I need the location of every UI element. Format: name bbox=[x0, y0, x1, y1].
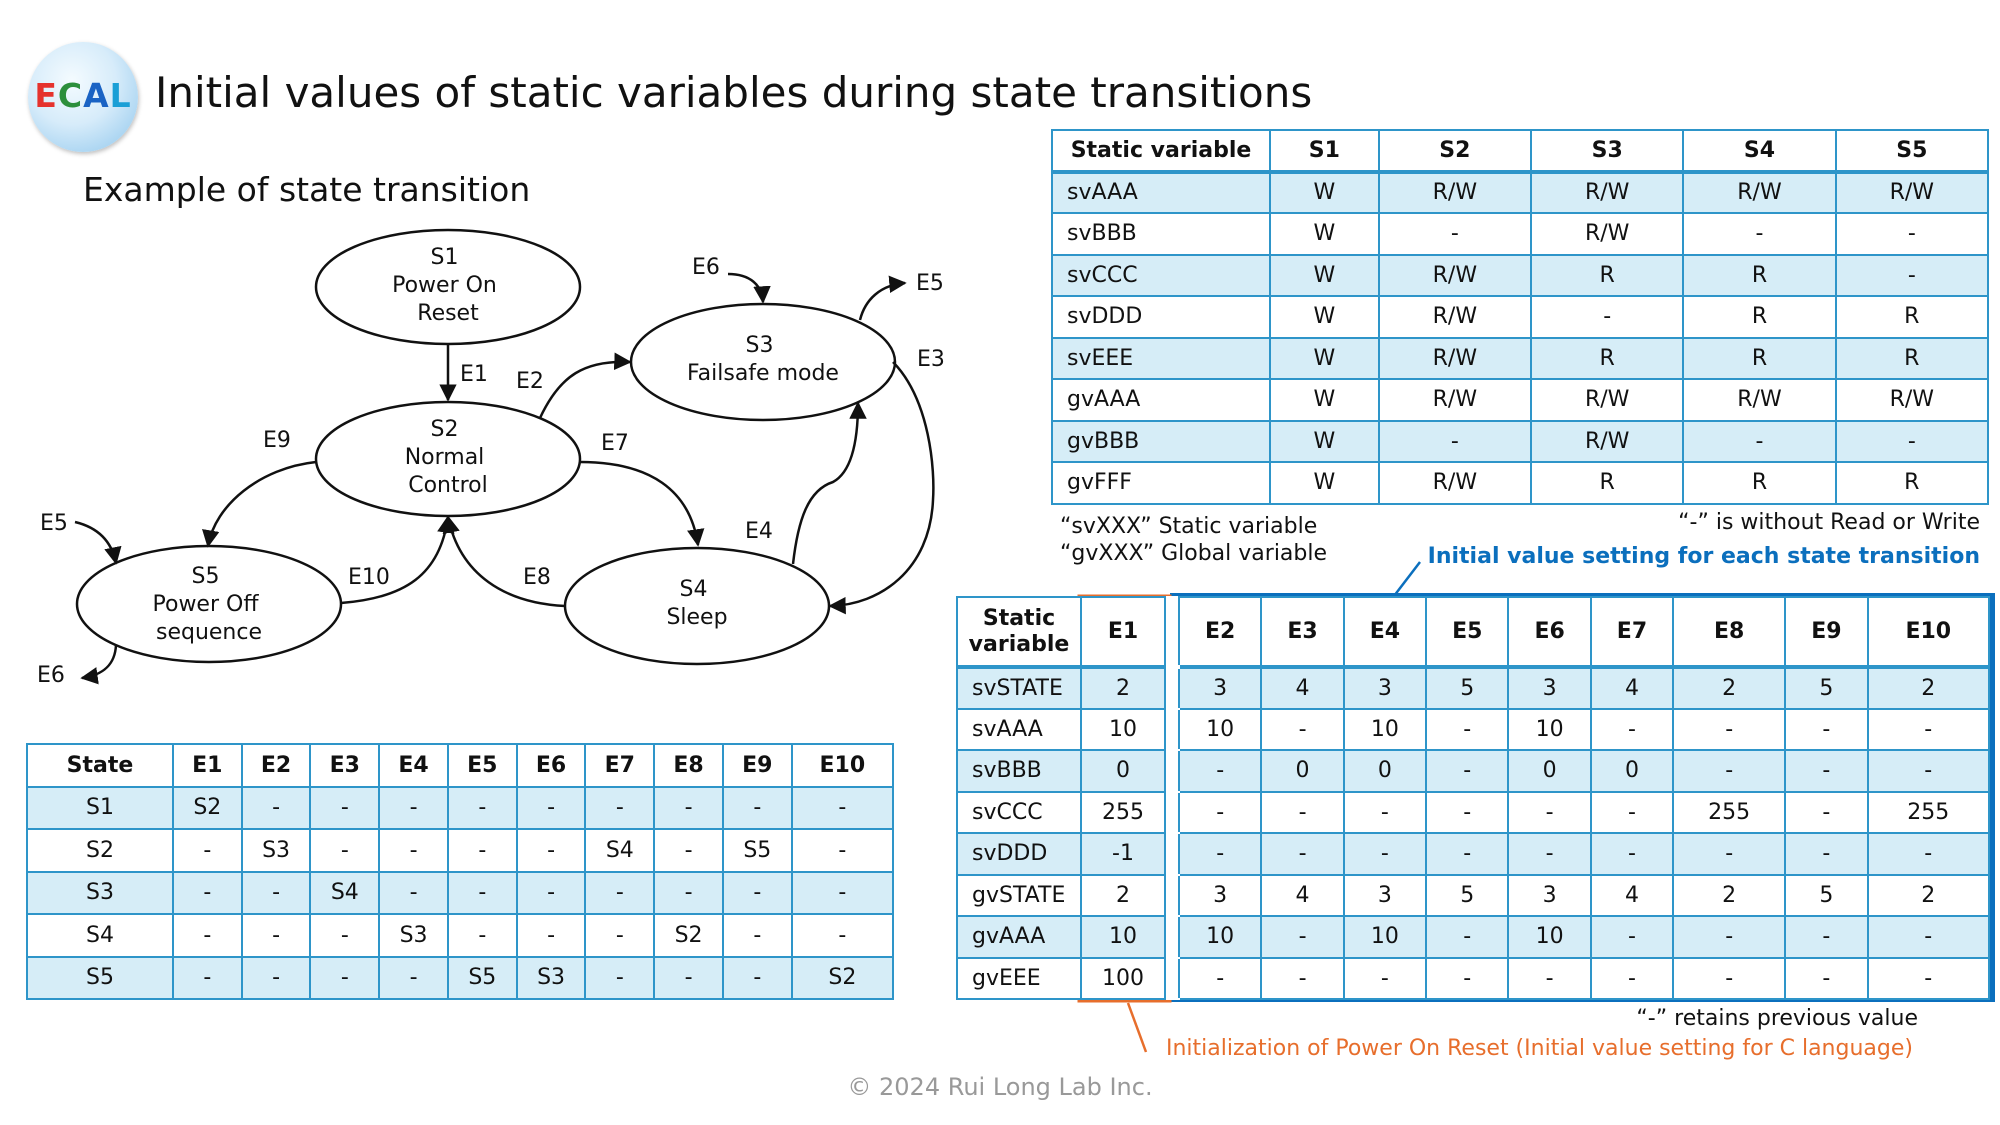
row-label-cell: S3 bbox=[27, 872, 173, 915]
table-cell: R bbox=[1683, 255, 1835, 297]
table-cell: R bbox=[1531, 255, 1683, 297]
table-cell: 2 bbox=[1081, 875, 1165, 917]
table-cell: W bbox=[1270, 296, 1379, 338]
table-cell: 4 bbox=[1261, 875, 1343, 917]
table-cell: 0 bbox=[1344, 750, 1426, 792]
column-header: E4 bbox=[379, 744, 448, 787]
init-header-connector bbox=[1394, 562, 1420, 596]
event-label-e4: E4 bbox=[745, 519, 773, 544]
table-cell: - bbox=[1868, 750, 1989, 792]
table-row bbox=[957, 750, 1989, 792]
transition-e6-out bbox=[82, 645, 116, 678]
table-row bbox=[1052, 172, 1988, 214]
table-cell: - bbox=[173, 914, 242, 957]
table-cell: - bbox=[1426, 958, 1508, 1000]
table-cell: 2 bbox=[1868, 875, 1989, 917]
gap-column bbox=[1165, 597, 1179, 667]
table-row bbox=[957, 833, 1989, 875]
table-row bbox=[957, 875, 1989, 917]
table-header-row bbox=[957, 597, 1989, 667]
table-cell: - bbox=[1426, 709, 1508, 751]
table-cell: R/W bbox=[1683, 379, 1835, 421]
table-cell: - bbox=[1673, 833, 1785, 875]
table-cell: - bbox=[654, 957, 723, 1000]
column-header: E1 bbox=[173, 744, 242, 787]
table-cell: - bbox=[379, 787, 448, 830]
table-header-row bbox=[27, 744, 893, 787]
table-cell: - bbox=[310, 829, 379, 872]
column-header: E3 bbox=[310, 744, 379, 787]
table-cell: - bbox=[310, 957, 379, 1000]
gap-cell bbox=[1165, 792, 1179, 834]
table-cell: - bbox=[654, 872, 723, 915]
table-cell: S2 bbox=[792, 957, 893, 1000]
table-row bbox=[957, 958, 1989, 1000]
table-cell: W bbox=[1270, 213, 1379, 255]
table-cell: 2 bbox=[1868, 667, 1989, 709]
row-label-cell: gvAAA bbox=[1052, 379, 1270, 421]
table-cell: 3 bbox=[1344, 875, 1426, 917]
event-label-e6-left: E6 bbox=[37, 663, 65, 688]
gap-cell bbox=[1165, 958, 1179, 1000]
transition-e8 bbox=[448, 517, 565, 606]
table-row bbox=[1052, 462, 1988, 504]
table-cell: - bbox=[723, 914, 792, 957]
table-cell: R/W bbox=[1379, 462, 1531, 504]
table-header-row bbox=[1052, 130, 1988, 172]
table-row bbox=[27, 787, 893, 830]
row-label-cell: svDDD bbox=[1052, 296, 1270, 338]
diagram-subtitle: Example of state transition bbox=[83, 170, 531, 209]
table-cell: - bbox=[1261, 916, 1343, 958]
table-cell: 10 bbox=[1179, 709, 1261, 751]
table-cell: - bbox=[310, 914, 379, 957]
table-cell: S4 bbox=[585, 829, 654, 872]
table-row bbox=[957, 792, 1989, 834]
table-cell: 2 bbox=[1081, 667, 1165, 709]
table-cell: - bbox=[1261, 709, 1343, 751]
table-cell: - bbox=[1868, 916, 1989, 958]
transition-e9 bbox=[208, 462, 316, 546]
table-cell: - bbox=[1673, 916, 1785, 958]
state-s1-label: S1 Power On Reset bbox=[392, 245, 497, 326]
column-header: E6 bbox=[517, 744, 586, 787]
table-cell: S2 bbox=[654, 914, 723, 957]
table-cell: - bbox=[1868, 833, 1989, 875]
table-cell: - bbox=[1508, 958, 1590, 1000]
table-cell: R/W bbox=[1531, 172, 1683, 214]
table-cell: - bbox=[1673, 750, 1785, 792]
table-cell: W bbox=[1270, 421, 1379, 463]
transition-e4 bbox=[793, 403, 858, 564]
state-s2-label: S2 Normal Control bbox=[404, 417, 488, 498]
table-cell: - bbox=[585, 957, 654, 1000]
table-cell: 10 bbox=[1344, 709, 1426, 751]
table-cell: R/W bbox=[1379, 172, 1531, 214]
event-label-e5-top: E5 bbox=[916, 271, 944, 296]
table-cell: - bbox=[1508, 833, 1590, 875]
column-header: Static variable bbox=[1052, 130, 1270, 172]
table-row bbox=[1052, 213, 1988, 255]
table-cell: - bbox=[1426, 833, 1508, 875]
state-s3-label: S3 Failsafe mode bbox=[687, 333, 839, 386]
page-title: Initial values of static variables during state transitions bbox=[155, 68, 1313, 117]
table-cell: S4 bbox=[310, 872, 379, 915]
logo-letter: E bbox=[34, 76, 58, 115]
table-cell: 2 bbox=[1673, 667, 1785, 709]
table-row bbox=[1052, 255, 1988, 297]
column-header: E7 bbox=[1591, 597, 1673, 667]
table-cell: - bbox=[792, 829, 893, 872]
table-cell: - bbox=[1426, 750, 1508, 792]
transition-e7 bbox=[580, 462, 698, 545]
table-cell: 255 bbox=[1673, 792, 1785, 834]
column-header: E7 bbox=[585, 744, 654, 787]
row-label-cell: S2 bbox=[27, 829, 173, 872]
table-cell: 10 bbox=[1179, 916, 1261, 958]
table-cell: R bbox=[1683, 462, 1835, 504]
state-s4-label: S4 Sleep bbox=[666, 577, 728, 630]
table-row bbox=[27, 829, 893, 872]
column-header: E1 bbox=[1081, 597, 1165, 667]
por-init-note: Initialization of Power On Reset (Initial value setting for C language) bbox=[1166, 1036, 1913, 1061]
table-cell: 5 bbox=[1785, 667, 1867, 709]
table-cell: -1 bbox=[1081, 833, 1165, 875]
table-row bbox=[27, 914, 893, 957]
por-note-connector bbox=[1128, 1003, 1146, 1052]
transition-e5-in bbox=[75, 522, 116, 563]
row-label-cell: S4 bbox=[27, 914, 173, 957]
table-cell: 4 bbox=[1261, 667, 1343, 709]
initial-value-table bbox=[956, 596, 1990, 1000]
table-cell: - bbox=[1344, 833, 1426, 875]
table-cell: R/W bbox=[1683, 172, 1835, 214]
column-header: E5 bbox=[448, 744, 517, 787]
table-cell: - bbox=[517, 787, 586, 830]
table-cell: 0 bbox=[1508, 750, 1590, 792]
table-row bbox=[957, 667, 1989, 709]
table-cell: 10 bbox=[1081, 916, 1165, 958]
table-cell: - bbox=[448, 787, 517, 830]
table-cell: - bbox=[517, 914, 586, 957]
table-cell: - bbox=[1785, 792, 1867, 834]
table-cell: W bbox=[1270, 338, 1379, 380]
gap-cell bbox=[1165, 916, 1179, 958]
table-cell: 3 bbox=[1508, 667, 1590, 709]
gv-note: “gvXXX” Global variable bbox=[1060, 541, 1328, 566]
table-cell: - bbox=[173, 872, 242, 915]
table-cell: - bbox=[1683, 421, 1835, 463]
table-cell: S5 bbox=[448, 957, 517, 1000]
column-header: E10 bbox=[1868, 597, 1989, 667]
table-cell: R/W bbox=[1531, 421, 1683, 463]
table-cell: - bbox=[792, 914, 893, 957]
table-cell: 4 bbox=[1591, 667, 1673, 709]
table-cell: 0 bbox=[1261, 750, 1343, 792]
event-label-e9: E9 bbox=[263, 428, 291, 453]
table-cell: 10 bbox=[1508, 916, 1590, 958]
variable-access-table bbox=[1051, 129, 1989, 505]
table-cell: - bbox=[173, 957, 242, 1000]
transition-e10 bbox=[341, 517, 448, 603]
logo-letter: C bbox=[57, 76, 84, 115]
table-cell: R bbox=[1836, 462, 1988, 504]
row-label-cell: svCCC bbox=[957, 792, 1081, 834]
table-row bbox=[957, 709, 1989, 751]
table-cell: 100 bbox=[1081, 958, 1165, 1000]
row-label-cell: svDDD bbox=[957, 833, 1081, 875]
column-header: E5 bbox=[1426, 597, 1508, 667]
table-cell: - bbox=[1531, 296, 1683, 338]
table-cell: 255 bbox=[1081, 792, 1165, 834]
table-cell: R/W bbox=[1836, 379, 1988, 421]
gap-cell bbox=[1165, 709, 1179, 751]
table-cell: 4 bbox=[1591, 875, 1673, 917]
row-label-cell: gvSTATE bbox=[957, 875, 1081, 917]
table-cell: S5 bbox=[723, 829, 792, 872]
table-cell: R bbox=[1683, 338, 1835, 380]
column-header: S5 bbox=[1836, 130, 1988, 172]
column-header: E2 bbox=[1179, 597, 1261, 667]
table-cell: - bbox=[1179, 833, 1261, 875]
table-cell: - bbox=[1673, 709, 1785, 751]
table-cell: R/W bbox=[1531, 379, 1683, 421]
table-cell: - bbox=[585, 872, 654, 915]
table-cell: R/W bbox=[1379, 296, 1531, 338]
table-row bbox=[27, 957, 893, 1000]
table-cell: - bbox=[242, 787, 311, 830]
table-cell: - bbox=[379, 872, 448, 915]
logo-letter: L bbox=[109, 76, 132, 115]
table-cell: - bbox=[448, 914, 517, 957]
dash-rw-note: “-” is without Read or Write bbox=[1678, 510, 1980, 535]
table-cell: - bbox=[1785, 833, 1867, 875]
table-cell: 10 bbox=[1344, 916, 1426, 958]
column-header: E2 bbox=[242, 744, 311, 787]
table-cell: 5 bbox=[1426, 875, 1508, 917]
table-cell: W bbox=[1270, 462, 1379, 504]
row-label-cell: svCCC bbox=[1052, 255, 1270, 297]
table-cell: - bbox=[1179, 750, 1261, 792]
table-cell: - bbox=[1379, 213, 1531, 255]
row-label-cell: svAAA bbox=[1052, 172, 1270, 214]
table-cell: S3 bbox=[517, 957, 586, 1000]
table-cell: - bbox=[310, 787, 379, 830]
table-cell: - bbox=[792, 872, 893, 915]
table-row bbox=[27, 872, 893, 915]
table-cell: - bbox=[517, 872, 586, 915]
table-cell: W bbox=[1270, 379, 1379, 421]
column-header: E10 bbox=[792, 744, 893, 787]
table-cell: - bbox=[1868, 709, 1989, 751]
table-cell: - bbox=[1785, 750, 1867, 792]
column-header: E8 bbox=[1673, 597, 1785, 667]
table-cell: R bbox=[1531, 338, 1683, 380]
table-cell: R/W bbox=[1379, 338, 1531, 380]
table-cell: R bbox=[1836, 338, 1988, 380]
table-cell: - bbox=[792, 787, 893, 830]
event-label-e7: E7 bbox=[601, 431, 629, 456]
table-cell: R/W bbox=[1531, 213, 1683, 255]
table-cell: - bbox=[1261, 958, 1343, 1000]
table-cell: - bbox=[1508, 792, 1590, 834]
table-cell: W bbox=[1270, 255, 1379, 297]
table-cell: - bbox=[1836, 255, 1988, 297]
table-cell: 10 bbox=[1081, 709, 1165, 751]
row-label-cell: gvEEE bbox=[957, 958, 1081, 1000]
table-cell: 3 bbox=[1508, 875, 1590, 917]
table-cell: - bbox=[723, 787, 792, 830]
table-cell: S3 bbox=[379, 914, 448, 957]
table-cell: - bbox=[1591, 833, 1673, 875]
row-label-cell: gvBBB bbox=[1052, 421, 1270, 463]
column-header: S4 bbox=[1683, 130, 1835, 172]
table-cell: - bbox=[585, 914, 654, 957]
copyright-footer: © 2024 Rui Long Lab Inc. bbox=[847, 1073, 1153, 1101]
column-header: E8 bbox=[654, 744, 723, 787]
event-label-e3: E3 bbox=[917, 347, 945, 372]
table-cell: - bbox=[448, 829, 517, 872]
event-label-e8: E8 bbox=[523, 565, 551, 590]
row-label-cell: svSTATE bbox=[957, 667, 1081, 709]
table-cell: - bbox=[1591, 916, 1673, 958]
table-cell: - bbox=[1426, 916, 1508, 958]
table-cell: S2 bbox=[173, 787, 242, 830]
table-cell: 10 bbox=[1508, 709, 1590, 751]
row-label-cell: svEEE bbox=[1052, 338, 1270, 380]
sv-note: “svXXX” Static variable bbox=[1060, 514, 1318, 539]
column-header: S1 bbox=[1270, 130, 1379, 172]
column-header: Static variable bbox=[957, 597, 1081, 667]
state-transition-table bbox=[26, 743, 894, 1000]
table-cell: 3 bbox=[1179, 875, 1261, 917]
table-cell: W bbox=[1270, 172, 1379, 214]
table-cell: - bbox=[173, 829, 242, 872]
table-cell: - bbox=[1379, 421, 1531, 463]
column-header: S3 bbox=[1531, 130, 1683, 172]
table-cell: R/W bbox=[1379, 379, 1531, 421]
table-cell: 255 bbox=[1868, 792, 1989, 834]
table-cell: - bbox=[242, 872, 311, 915]
table-cell: - bbox=[1868, 958, 1989, 1000]
table-cell: 3 bbox=[1179, 667, 1261, 709]
table-cell: 0 bbox=[1591, 750, 1673, 792]
table-cell: 2 bbox=[1673, 875, 1785, 917]
table-cell: - bbox=[1179, 792, 1261, 834]
table-cell: - bbox=[654, 829, 723, 872]
row-label-cell: svAAA bbox=[957, 709, 1081, 751]
gap-cell bbox=[1165, 750, 1179, 792]
row-label-cell: svBBB bbox=[957, 750, 1081, 792]
table-cell: - bbox=[723, 872, 792, 915]
table-cell: R bbox=[1531, 462, 1683, 504]
column-header: E9 bbox=[723, 744, 792, 787]
table-cell: R/W bbox=[1379, 255, 1531, 297]
table-cell: - bbox=[448, 872, 517, 915]
table-cell: R bbox=[1836, 296, 1988, 338]
column-header: E3 bbox=[1261, 597, 1343, 667]
table-row bbox=[1052, 379, 1988, 421]
table-cell: - bbox=[1836, 421, 1988, 463]
event-label-e1: E1 bbox=[460, 362, 488, 387]
gap-cell bbox=[1165, 833, 1179, 875]
table-cell: - bbox=[517, 829, 586, 872]
row-label-cell: gvAAA bbox=[957, 916, 1081, 958]
row-label-cell: svBBB bbox=[1052, 213, 1270, 255]
table-cell: - bbox=[1683, 213, 1835, 255]
table-cell: - bbox=[242, 914, 311, 957]
table-row bbox=[1052, 338, 1988, 380]
table-cell: - bbox=[1344, 958, 1426, 1000]
table-cell: 3 bbox=[1344, 667, 1426, 709]
table-cell: 5 bbox=[1426, 667, 1508, 709]
table-cell: - bbox=[1426, 792, 1508, 834]
gap-cell bbox=[1165, 875, 1179, 917]
table-cell: - bbox=[723, 957, 792, 1000]
table-cell: - bbox=[379, 829, 448, 872]
event-label-e6-top: E6 bbox=[692, 255, 720, 280]
logo-letter: A bbox=[83, 76, 110, 115]
table-cell: - bbox=[1591, 709, 1673, 751]
table-cell: - bbox=[1673, 958, 1785, 1000]
event-label-e5-left: E5 bbox=[40, 511, 68, 536]
transition-e2 bbox=[540, 362, 630, 418]
column-header: E6 bbox=[1508, 597, 1590, 667]
transition-e5-out bbox=[860, 283, 905, 320]
column-header: State bbox=[27, 744, 173, 787]
gap-cell bbox=[1165, 667, 1179, 709]
table-cell: - bbox=[585, 787, 654, 830]
table-cell: - bbox=[1785, 916, 1867, 958]
table-cell: - bbox=[1785, 958, 1867, 1000]
event-label-e10: E10 bbox=[348, 565, 390, 590]
table-cell: - bbox=[379, 957, 448, 1000]
table-cell: 5 bbox=[1785, 875, 1867, 917]
transition-e6-in bbox=[728, 274, 763, 302]
table-cell: - bbox=[1261, 792, 1343, 834]
table-cell: 0 bbox=[1081, 750, 1165, 792]
table-cell: - bbox=[1836, 213, 1988, 255]
table-row bbox=[1052, 421, 1988, 463]
table-row bbox=[957, 916, 1989, 958]
table-cell: - bbox=[1179, 958, 1261, 1000]
table-cell: R/W bbox=[1836, 172, 1988, 214]
row-label-cell: S1 bbox=[27, 787, 173, 830]
event-label-e2: E2 bbox=[516, 369, 544, 394]
dash-retain-note: “-” retains previous value bbox=[1636, 1006, 1918, 1031]
table-cell: - bbox=[1591, 792, 1673, 834]
table-cell: - bbox=[1591, 958, 1673, 1000]
state-s5-label: S5 Power Off sequence bbox=[152, 564, 263, 645]
init-table-heading: Initial value setting for each state transition bbox=[1427, 544, 1980, 569]
table-cell: R bbox=[1683, 296, 1835, 338]
column-header: E9 bbox=[1785, 597, 1867, 667]
table-row bbox=[1052, 296, 1988, 338]
table-cell: - bbox=[1261, 833, 1343, 875]
column-header: E4 bbox=[1344, 597, 1426, 667]
column-header: S2 bbox=[1379, 130, 1531, 172]
row-label-cell: gvFFF bbox=[1052, 462, 1270, 504]
table-cell: - bbox=[1785, 709, 1867, 751]
table-cell: - bbox=[1344, 792, 1426, 834]
table-cell: S3 bbox=[242, 829, 311, 872]
row-label-cell: S5 bbox=[27, 957, 173, 1000]
table-cell: - bbox=[654, 787, 723, 830]
table-cell: - bbox=[242, 957, 311, 1000]
